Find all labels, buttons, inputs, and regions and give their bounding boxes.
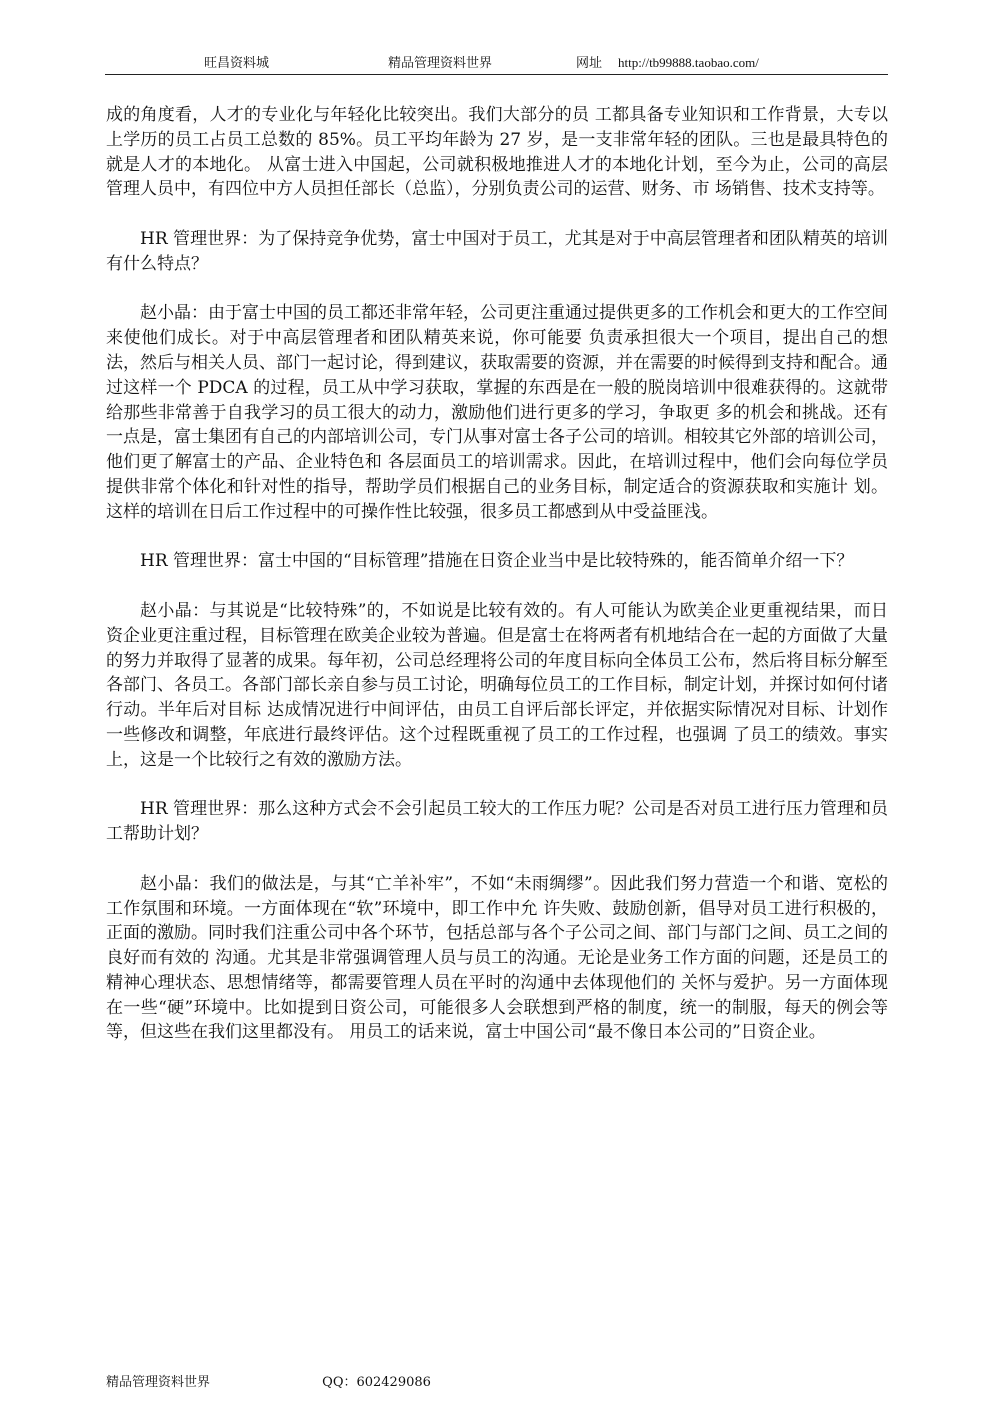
paragraph-question: HR 管理世界：那么这种方式会不会引起员工较大的工作压力呢？公司是否对员工进行压力管理和员工帮助计划？ [106, 799, 888, 845]
header-url-label: 网址 [576, 56, 603, 71]
page-header [105, 52, 888, 75]
paragraph-answer: 赵小晶：我们的做法是，与其“亡羊补牢”，不如“未雨绸缪”。因此我们努力营造一个和谐、宽松的工作氛围和环境。一方面体现在“软”环境中，即工作中允 许失败、鼓励创新，倡导对员工进行积极的，正面的激励。同时我们注重公司中各个环节，包括总部与各个子公司之间、部门与部门之间、员工之间的良好而有效的 沟通。尤其是非常强调管理人员与员工的沟通。无论是业务工作方面的问题，还是员工的精神心理状态、思想情绪等，都需要管理人员在平时的沟通中去体现他们的 关怀与爱护。另一方面体现在一些“硬”环境中。比如提到日资公司，可能很多人会联想到严格的制度，统一的制服，每天的例会等等，但这些在我们这里都没有。 用员工的话来说，富士中国公司“最不像日本公司的”日资企业。 [106, 873, 888, 1043]
paragraph-continuation: 成的角度看，人才的专业化与年轻化比较突出。我们大部分的员 工都具备专业知识和工作背景，大专以上学历的员工占员工总数的 85%。员工平均年龄为 27 岁，是一支非常年轻的团队。三也是最具特色的就是人才的本地化。 从富士进入中国起，公司就积极地推进人才的本地化计划，至今为止，公司的高层管理人员中，有四位中方人员担任部长（总监），分别负责公司的运营、财务、市 场销售、技术支持等。 [106, 105, 888, 200]
page-footer [106, 1371, 431, 1390]
header-brand: 精品管理资料世界 [388, 56, 493, 71]
paragraph-answer: 赵小晶：由于富士中国的员工都还非常年轻，公司更注重通过提供更多的工作机会和更大的工作空间来使他们成长。对于中高层管理者和团队精英来说，你可能要 负责承担很大一个项目，提出自己的想法，然后与相关人员、部门一起讨论，得到建议，获取需要的资源，并在需要的时候得到支持和配合。通过这样一个 PDCA 的过程，员工从中学习获取，掌握的东西是在一般的脱岗培训中很难获得的。这就带给那些非常善于自我学习的员工很大的动力，激励他们进行更多的学习，争取更 多的机会和挑战。还有一点是，富士集团有自己的内部培训公司，专门从事对富士各子公司的培训。相较其它外部的培训公司，他们更了解富士的产品、企业特色和 各层面员工的培训需求。因此，在培训过程中，他们会向每位学员提供非常个体化和针对性的指导，帮助学员们根据自己的业务目标，制定适合的资源获取和实施计 划。这样的培训在日后工作过程中的可操作性比较强，很多员工都感到从中受益匪浅。 [106, 303, 888, 522]
paragraph-question: HR 管理世界：为了保持竞争优势，富士中国对于员工，尤其是对于中高层管理者和团队精英的培训有什么特点？ [106, 228, 888, 274]
header-url-group [576, 52, 759, 71]
header-url-link[interactable]: http://tb99888.taobao.com/ [618, 55, 759, 70]
footer-qq: QQ：602429086 [322, 1375, 431, 1390]
paragraph-answer: 赵小晶：与其说是“比较特殊”的，不如说是比较有效的。有人可能认为欧美企业更重视结果，而日资企业更注重过程，目标管理在欧美企业较为普遍。但是富士在将两者有机地结合在一起的方面做了大量的努力并取得了显著的成果。每年初，公司总经理将公司的年度目标向全体员工公布，然后将目标分解至各部门、各员工。各部门部长亲自参与员工讨论，明确每位员工的工作目标，制定计划，并探讨如何付诸行动。半年后对目标 达成情况进行中间评估，由员工自评后部长评定，并依据实际情况对目标、计划作一些修改和调整，年底进行最终评估。这个过程既重视了员工的工作过程，也强调 了员工的绩效。事实上，这是一个比较行之有效的激励方法。 [106, 600, 888, 770]
article-body [106, 103, 888, 1070]
header-shop-name: 旺昌资料城 [204, 56, 270, 71]
paragraph-question: HR 管理世界：富士中国的“目标管理”措施在日资企业当中是比较特殊的，能否简单介绍一下？ [140, 551, 854, 572]
footer-brand: 精品管理资料世界 [106, 1375, 211, 1390]
